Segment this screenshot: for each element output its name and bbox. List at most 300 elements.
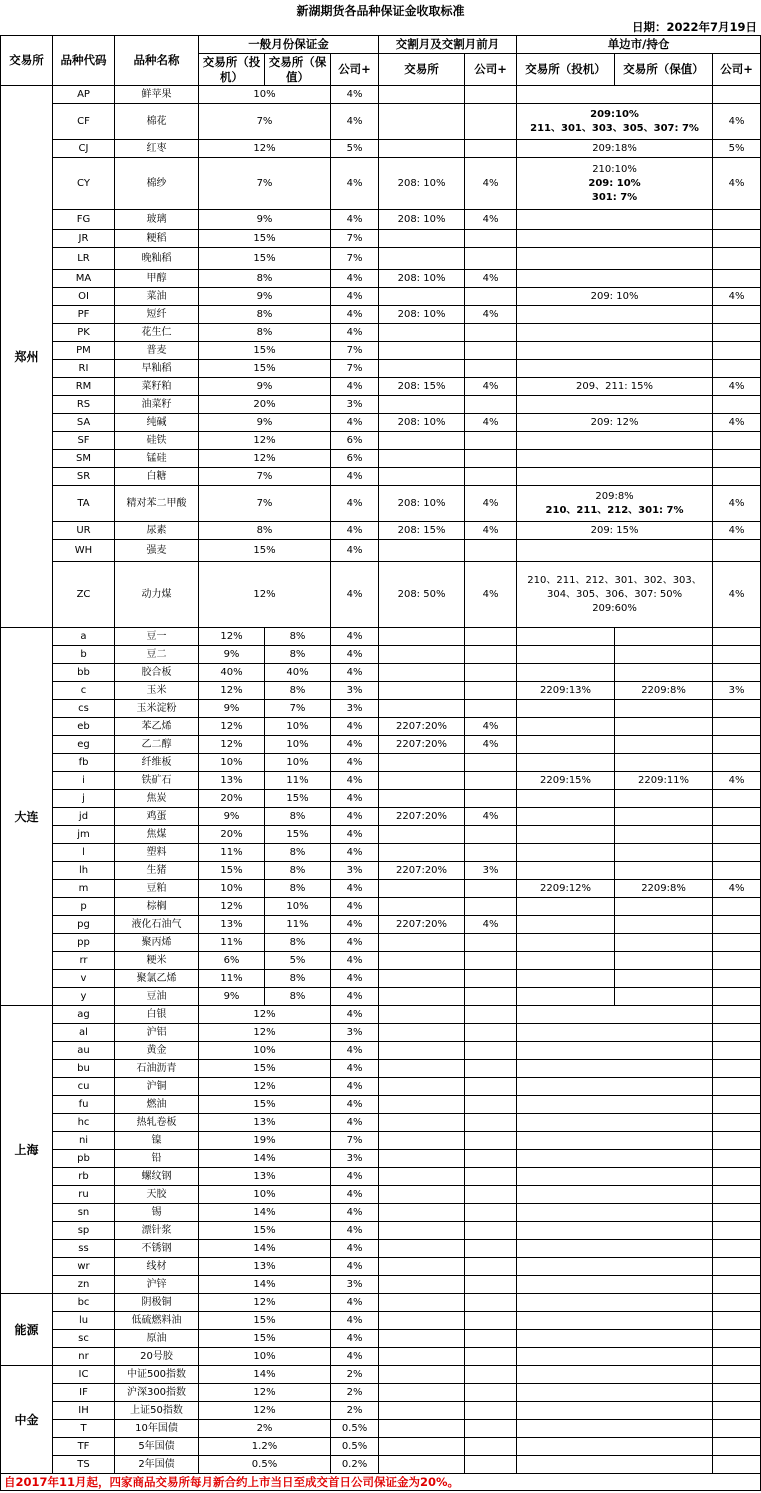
unilateral-margin bbox=[517, 1114, 713, 1132]
general-margin: 7% bbox=[199, 104, 331, 140]
general-company-add: 4% bbox=[331, 86, 379, 104]
delivery-exchange-margin bbox=[379, 1078, 465, 1096]
general-company-add: 4% bbox=[331, 1114, 379, 1132]
unilateral-company-add bbox=[713, 1042, 761, 1060]
unilateral-company-add bbox=[713, 1186, 761, 1204]
general-margin: 10% bbox=[199, 86, 331, 104]
product-code: cs bbox=[53, 700, 115, 718]
delivery-exchange-margin bbox=[379, 1024, 465, 1042]
table-row bbox=[1, 1294, 761, 1312]
product-name: 玻璃 bbox=[115, 210, 199, 230]
product-name: 铁矿石 bbox=[115, 772, 199, 790]
header-code: 品种代码 bbox=[53, 36, 115, 86]
unilateral-margin-line: 301: 7% bbox=[591, 191, 638, 203]
table-row bbox=[1, 898, 761, 916]
table-row bbox=[1, 754, 761, 772]
product-code: p bbox=[53, 898, 115, 916]
product-name: 焦炭 bbox=[115, 790, 199, 808]
product-code: ag bbox=[53, 1006, 115, 1024]
table-row bbox=[1, 86, 761, 104]
unilateral-spec-margin bbox=[517, 628, 615, 646]
delivery-exchange-margin bbox=[379, 970, 465, 988]
table-row bbox=[1, 158, 761, 210]
product-name: 生猪 bbox=[115, 862, 199, 880]
table-row bbox=[1, 664, 761, 682]
product-code: pb bbox=[53, 1150, 115, 1168]
product-name: 早籼稻 bbox=[115, 360, 199, 378]
general-hedge-margin: 10% bbox=[265, 736, 331, 754]
unilateral-company-add: 4% bbox=[713, 522, 761, 540]
table-row bbox=[1, 1384, 761, 1402]
general-hedge-margin: 8% bbox=[265, 988, 331, 1006]
product-name: 晚籼稻 bbox=[115, 248, 199, 270]
product-name: 中证500指数 bbox=[115, 1366, 199, 1384]
table-row bbox=[1, 210, 761, 230]
unilateral-company-add bbox=[713, 1150, 761, 1168]
general-company-add: 4% bbox=[331, 646, 379, 664]
general-margin: 9% bbox=[199, 210, 331, 230]
product-code: sp bbox=[53, 1222, 115, 1240]
unilateral-spec-margin bbox=[517, 844, 615, 862]
product-code: bc bbox=[53, 1294, 115, 1312]
unilateral-hedge-margin bbox=[615, 988, 713, 1006]
product-code: SF bbox=[53, 432, 115, 450]
unilateral-spec-margin bbox=[517, 664, 615, 682]
general-hedge-margin: 8% bbox=[265, 934, 331, 952]
general-company-add: 4% bbox=[331, 1258, 379, 1276]
general-hedge-margin: 11% bbox=[265, 772, 331, 790]
unilateral-hedge-margin bbox=[615, 970, 713, 988]
delivery-exchange-margin: 208: 10% bbox=[379, 158, 465, 210]
product-code: au bbox=[53, 1042, 115, 1060]
product-code: IH bbox=[53, 1402, 115, 1420]
delivery-company-add bbox=[465, 396, 517, 414]
general-company-add: 4% bbox=[331, 664, 379, 682]
delivery-company-add bbox=[465, 1132, 517, 1150]
product-name: 白银 bbox=[115, 1006, 199, 1024]
unilateral-hedge-margin bbox=[615, 808, 713, 826]
product-code: AP bbox=[53, 86, 115, 104]
unilateral-spec-margin bbox=[517, 952, 615, 970]
product-code: al bbox=[53, 1024, 115, 1042]
delivery-exchange-margin bbox=[379, 1060, 465, 1078]
delivery-company-add bbox=[465, 342, 517, 360]
delivery-exchange-margin bbox=[379, 880, 465, 898]
header-delivery-month: 交割月及交割月前月 bbox=[379, 36, 517, 54]
general-company-add: 4% bbox=[331, 988, 379, 1006]
unilateral-margin-line: 210:10% bbox=[592, 163, 637, 175]
product-name: 菜油 bbox=[115, 288, 199, 306]
delivery-company-add bbox=[465, 360, 517, 378]
general-spec-margin: 12% bbox=[199, 898, 265, 916]
header-exchange: 交易所 bbox=[1, 36, 53, 86]
product-code: TF bbox=[53, 1438, 115, 1456]
table-row bbox=[1, 934, 761, 952]
table-row bbox=[1, 700, 761, 718]
product-code: fb bbox=[53, 754, 115, 772]
delivery-company-add: 4% bbox=[465, 210, 517, 230]
product-code: IF bbox=[53, 1384, 115, 1402]
unilateral-margin bbox=[517, 450, 713, 468]
table-row bbox=[1, 1042, 761, 1060]
unilateral-company-add bbox=[713, 934, 761, 952]
general-company-add: 4% bbox=[331, 952, 379, 970]
header-uni-spec: 交易所（投机） bbox=[517, 54, 615, 86]
unilateral-company-add bbox=[713, 1114, 761, 1132]
unilateral-margin bbox=[517, 1168, 713, 1186]
unilateral-company-add bbox=[713, 1078, 761, 1096]
general-spec-margin: 40% bbox=[199, 664, 265, 682]
general-company-add: 4% bbox=[331, 808, 379, 826]
product-name: 尿素 bbox=[115, 522, 199, 540]
general-margin: 15% bbox=[199, 230, 331, 248]
general-margin: 14% bbox=[199, 1150, 331, 1168]
table-row bbox=[1, 790, 761, 808]
product-name: 鸡蛋 bbox=[115, 808, 199, 826]
table-row bbox=[1, 1366, 761, 1384]
unilateral-hedge-margin bbox=[615, 862, 713, 880]
unilateral-company-add bbox=[713, 1402, 761, 1420]
product-name: 锡 bbox=[115, 1204, 199, 1222]
delivery-exchange-margin: 2207:20% bbox=[379, 718, 465, 736]
product-code: UR bbox=[53, 522, 115, 540]
general-hedge-margin: 10% bbox=[265, 754, 331, 772]
delivery-exchange-margin: 208: 50% bbox=[379, 562, 465, 628]
general-margin: 12% bbox=[199, 1384, 331, 1402]
product-name: 棕榈 bbox=[115, 898, 199, 916]
table-row bbox=[1, 718, 761, 736]
unilateral-hedge-margin bbox=[615, 700, 713, 718]
delivery-company-add bbox=[465, 1078, 517, 1096]
delivery-company-add bbox=[465, 1006, 517, 1024]
delivery-exchange-margin bbox=[379, 1150, 465, 1168]
delivery-company-add bbox=[465, 1168, 517, 1186]
delivery-company-add bbox=[465, 540, 517, 562]
table-row bbox=[1, 540, 761, 562]
unilateral-spec-margin: 2209:13% bbox=[517, 682, 615, 700]
unilateral-company-add bbox=[713, 844, 761, 862]
delivery-company-add bbox=[465, 1258, 517, 1276]
unilateral-hedge-margin bbox=[615, 952, 713, 970]
unilateral-margin bbox=[517, 342, 713, 360]
delivery-exchange-margin bbox=[379, 288, 465, 306]
product-name: 铅 bbox=[115, 1150, 199, 1168]
delivery-company-add bbox=[465, 1330, 517, 1348]
delivery-company-add bbox=[465, 988, 517, 1006]
product-code: y bbox=[53, 988, 115, 1006]
general-spec-margin: 12% bbox=[199, 718, 265, 736]
product-code: sn bbox=[53, 1204, 115, 1222]
general-spec-margin: 9% bbox=[199, 646, 265, 664]
table-row bbox=[1, 1222, 761, 1240]
unilateral-spec-margin bbox=[517, 970, 615, 988]
general-company-add: 4% bbox=[331, 1096, 379, 1114]
unilateral-company-add bbox=[713, 342, 761, 360]
product-code: zn bbox=[53, 1276, 115, 1294]
unilateral-company-add bbox=[713, 1438, 761, 1456]
delivery-exchange-margin bbox=[379, 1258, 465, 1276]
delivery-company-add: 4% bbox=[465, 486, 517, 522]
delivery-company-add bbox=[465, 104, 517, 140]
general-margin: 8% bbox=[199, 270, 331, 288]
unilateral-company-add: 4% bbox=[713, 288, 761, 306]
unilateral-company-add bbox=[713, 1294, 761, 1312]
unilateral-hedge-margin bbox=[615, 754, 713, 772]
general-company-add: 4% bbox=[331, 378, 379, 396]
product-name: 焦煤 bbox=[115, 826, 199, 844]
unilateral-spec-margin bbox=[517, 646, 615, 664]
general-spec-margin: 10% bbox=[199, 754, 265, 772]
unilateral-margin bbox=[517, 1366, 713, 1384]
delivery-company-add bbox=[465, 1222, 517, 1240]
general-company-add: 7% bbox=[331, 342, 379, 360]
product-name: 天胶 bbox=[115, 1186, 199, 1204]
delivery-company-add bbox=[465, 1402, 517, 1420]
delivery-exchange-margin: 208: 15% bbox=[379, 378, 465, 396]
general-company-add: 4% bbox=[331, 772, 379, 790]
delivery-exchange-margin bbox=[379, 1042, 465, 1060]
table-row bbox=[1, 808, 761, 826]
delivery-company-add bbox=[465, 952, 517, 970]
delivery-company-add bbox=[465, 754, 517, 772]
product-name: 20号胶 bbox=[115, 1348, 199, 1366]
delivery-exchange-margin bbox=[379, 826, 465, 844]
header-name: 品种名称 bbox=[115, 36, 199, 86]
unilateral-margin-line: 209: 15% bbox=[590, 524, 639, 536]
product-code: LR bbox=[53, 248, 115, 270]
unilateral-margin bbox=[517, 248, 713, 270]
delivery-company-add bbox=[465, 1186, 517, 1204]
unilateral-company-add bbox=[713, 1060, 761, 1078]
delivery-company-add: 4% bbox=[465, 306, 517, 324]
product-code: m bbox=[53, 880, 115, 898]
delivery-exchange-margin bbox=[379, 952, 465, 970]
product-code: T bbox=[53, 1420, 115, 1438]
delivery-exchange-margin bbox=[379, 628, 465, 646]
unilateral-margin bbox=[517, 1132, 713, 1150]
general-spec-margin: 12% bbox=[199, 628, 265, 646]
delivery-exchange-margin bbox=[379, 1006, 465, 1024]
table-row bbox=[1, 682, 761, 700]
general-company-add: 4% bbox=[331, 844, 379, 862]
unilateral-hedge-margin bbox=[615, 718, 713, 736]
unilateral-hedge-margin bbox=[615, 934, 713, 952]
delivery-company-add bbox=[465, 324, 517, 342]
unilateral-margin bbox=[517, 522, 713, 540]
unilateral-company-add bbox=[713, 1420, 761, 1438]
general-spec-margin: 10% bbox=[199, 880, 265, 898]
unilateral-company-add bbox=[713, 1222, 761, 1240]
unilateral-margin-line: 210、211、212、301、302、303、 bbox=[527, 574, 702, 586]
general-margin: 12% bbox=[199, 450, 331, 468]
unilateral-company-add bbox=[713, 1348, 761, 1366]
unilateral-margin bbox=[517, 1060, 713, 1078]
general-hedge-margin: 15% bbox=[265, 790, 331, 808]
table-row bbox=[1, 324, 761, 342]
unilateral-margin bbox=[517, 1294, 713, 1312]
delivery-company-add bbox=[465, 1150, 517, 1168]
delivery-company-add bbox=[465, 1366, 517, 1384]
page-title: 新湖期货各品种保证金收取标准 bbox=[296, 4, 465, 18]
delivery-company-add bbox=[465, 288, 517, 306]
delivery-company-add bbox=[465, 1096, 517, 1114]
product-name: 聚氯乙烯 bbox=[115, 970, 199, 988]
product-name: 苯乙烯 bbox=[115, 718, 199, 736]
unilateral-company-add bbox=[713, 664, 761, 682]
exchange-name: 能源 bbox=[1, 1294, 53, 1366]
general-company-add: 4% bbox=[331, 540, 379, 562]
product-name: 上证50指数 bbox=[115, 1402, 199, 1420]
general-spec-margin: 12% bbox=[199, 682, 265, 700]
unilateral-margin bbox=[517, 1456, 713, 1474]
table-row bbox=[1, 1114, 761, 1132]
table-row bbox=[1, 288, 761, 306]
unilateral-spec-margin bbox=[517, 754, 615, 772]
table-row bbox=[1, 360, 761, 378]
delivery-company-add: 4% bbox=[465, 158, 517, 210]
delivery-exchange-margin bbox=[379, 988, 465, 1006]
general-hedge-margin: 40% bbox=[265, 664, 331, 682]
unilateral-company-add bbox=[713, 826, 761, 844]
product-name: 菜籽粕 bbox=[115, 378, 199, 396]
delivery-exchange-margin: 2207:20% bbox=[379, 916, 465, 934]
general-company-add: 2% bbox=[331, 1384, 379, 1402]
general-spec-margin: 9% bbox=[199, 988, 265, 1006]
general-company-add: 7% bbox=[331, 360, 379, 378]
general-margin: 7% bbox=[199, 158, 331, 210]
unilateral-hedge-margin: 2209:8% bbox=[615, 880, 713, 898]
product-code: PK bbox=[53, 324, 115, 342]
table-row bbox=[1, 970, 761, 988]
delivery-exchange-margin bbox=[379, 1222, 465, 1240]
general-company-add: 4% bbox=[331, 898, 379, 916]
product-name: 纤维板 bbox=[115, 754, 199, 772]
unilateral-company-add: 4% bbox=[713, 104, 761, 140]
general-company-add: 4% bbox=[331, 522, 379, 540]
product-name: 花生仁 bbox=[115, 324, 199, 342]
delivery-company-add bbox=[465, 1438, 517, 1456]
unilateral-margin-line: 209:18% bbox=[592, 142, 637, 154]
delivery-exchange-margin bbox=[379, 248, 465, 270]
general-company-add: 7% bbox=[331, 230, 379, 248]
product-code: TA bbox=[53, 486, 115, 522]
unilateral-margin bbox=[517, 1240, 713, 1258]
table-row bbox=[1, 270, 761, 288]
general-margin: 13% bbox=[199, 1114, 331, 1132]
unilateral-margin bbox=[517, 1312, 713, 1330]
table-row bbox=[1, 104, 761, 140]
product-code: cu bbox=[53, 1078, 115, 1096]
product-code: ru bbox=[53, 1186, 115, 1204]
general-margin: 8% bbox=[199, 324, 331, 342]
general-company-add: 4% bbox=[331, 324, 379, 342]
unilateral-company-add bbox=[713, 646, 761, 664]
unilateral-company-add bbox=[713, 970, 761, 988]
general-hedge-margin: 5% bbox=[265, 952, 331, 970]
delivery-company-add bbox=[465, 230, 517, 248]
delivery-exchange-margin: 208: 10% bbox=[379, 210, 465, 230]
product-name: 粳米 bbox=[115, 952, 199, 970]
delivery-company-add bbox=[465, 880, 517, 898]
general-margin: 15% bbox=[199, 1312, 331, 1330]
table-row bbox=[1, 1078, 761, 1096]
delivery-exchange-margin: 2207:20% bbox=[379, 808, 465, 826]
general-company-add: 3% bbox=[331, 396, 379, 414]
general-company-add: 4% bbox=[331, 1078, 379, 1096]
general-company-add: 7% bbox=[331, 1132, 379, 1150]
unilateral-margin bbox=[517, 104, 713, 140]
date-label: 日期：2022年7月19日 bbox=[631, 20, 757, 34]
delivery-exchange-margin bbox=[379, 1456, 465, 1474]
exchange-name: 中金 bbox=[1, 1366, 53, 1474]
delivery-exchange-margin bbox=[379, 772, 465, 790]
product-code: b bbox=[53, 646, 115, 664]
delivery-company-add bbox=[465, 1240, 517, 1258]
unilateral-hedge-margin bbox=[615, 826, 713, 844]
general-company-add: 5% bbox=[331, 140, 379, 158]
product-code: jd bbox=[53, 808, 115, 826]
table-row bbox=[1, 844, 761, 862]
general-company-add: 4% bbox=[331, 288, 379, 306]
product-code: v bbox=[53, 970, 115, 988]
delivery-company-add bbox=[465, 646, 517, 664]
general-margin: 10% bbox=[199, 1042, 331, 1060]
product-code: i bbox=[53, 772, 115, 790]
product-code: fu bbox=[53, 1096, 115, 1114]
unilateral-company-add bbox=[713, 230, 761, 248]
unilateral-company-add bbox=[713, 916, 761, 934]
product-code: ZC bbox=[53, 562, 115, 628]
product-name: 5年国债 bbox=[115, 1438, 199, 1456]
unilateral-company-add: 4% bbox=[713, 880, 761, 898]
delivery-company-add bbox=[465, 450, 517, 468]
general-company-add: 6% bbox=[331, 432, 379, 450]
delivery-company-add bbox=[465, 934, 517, 952]
general-company-add: 4% bbox=[331, 1042, 379, 1060]
table-row bbox=[1, 1312, 761, 1330]
unilateral-hedge-margin: 2209:8% bbox=[615, 682, 713, 700]
unilateral-margin bbox=[517, 1420, 713, 1438]
general-company-add: 4% bbox=[331, 562, 379, 628]
delivery-company-add bbox=[465, 826, 517, 844]
general-margin: 12% bbox=[199, 1006, 331, 1024]
unilateral-hedge-margin bbox=[615, 844, 713, 862]
general-company-add: 3% bbox=[331, 700, 379, 718]
general-hedge-margin: 10% bbox=[265, 718, 331, 736]
table-row bbox=[1, 1438, 761, 1456]
general-company-add: 4% bbox=[331, 970, 379, 988]
general-company-add: 4% bbox=[331, 1168, 379, 1186]
general-margin: 20% bbox=[199, 396, 331, 414]
table-row bbox=[1, 916, 761, 934]
product-code: PM bbox=[53, 342, 115, 360]
product-code: CY bbox=[53, 158, 115, 210]
product-code: RM bbox=[53, 378, 115, 396]
table-row bbox=[1, 468, 761, 486]
general-margin: 13% bbox=[199, 1258, 331, 1276]
product-name: 石油沥青 bbox=[115, 1060, 199, 1078]
unilateral-margin bbox=[517, 288, 713, 306]
delivery-exchange-margin bbox=[379, 646, 465, 664]
product-code: hc bbox=[53, 1114, 115, 1132]
table-row bbox=[1, 562, 761, 628]
unilateral-margin bbox=[517, 378, 713, 396]
unilateral-company-add bbox=[713, 450, 761, 468]
general-company-add: 4% bbox=[331, 826, 379, 844]
unilateral-company-add: 4% bbox=[713, 486, 761, 522]
product-code: TS bbox=[53, 1456, 115, 1474]
header-del-exch: 交易所 bbox=[379, 54, 465, 86]
